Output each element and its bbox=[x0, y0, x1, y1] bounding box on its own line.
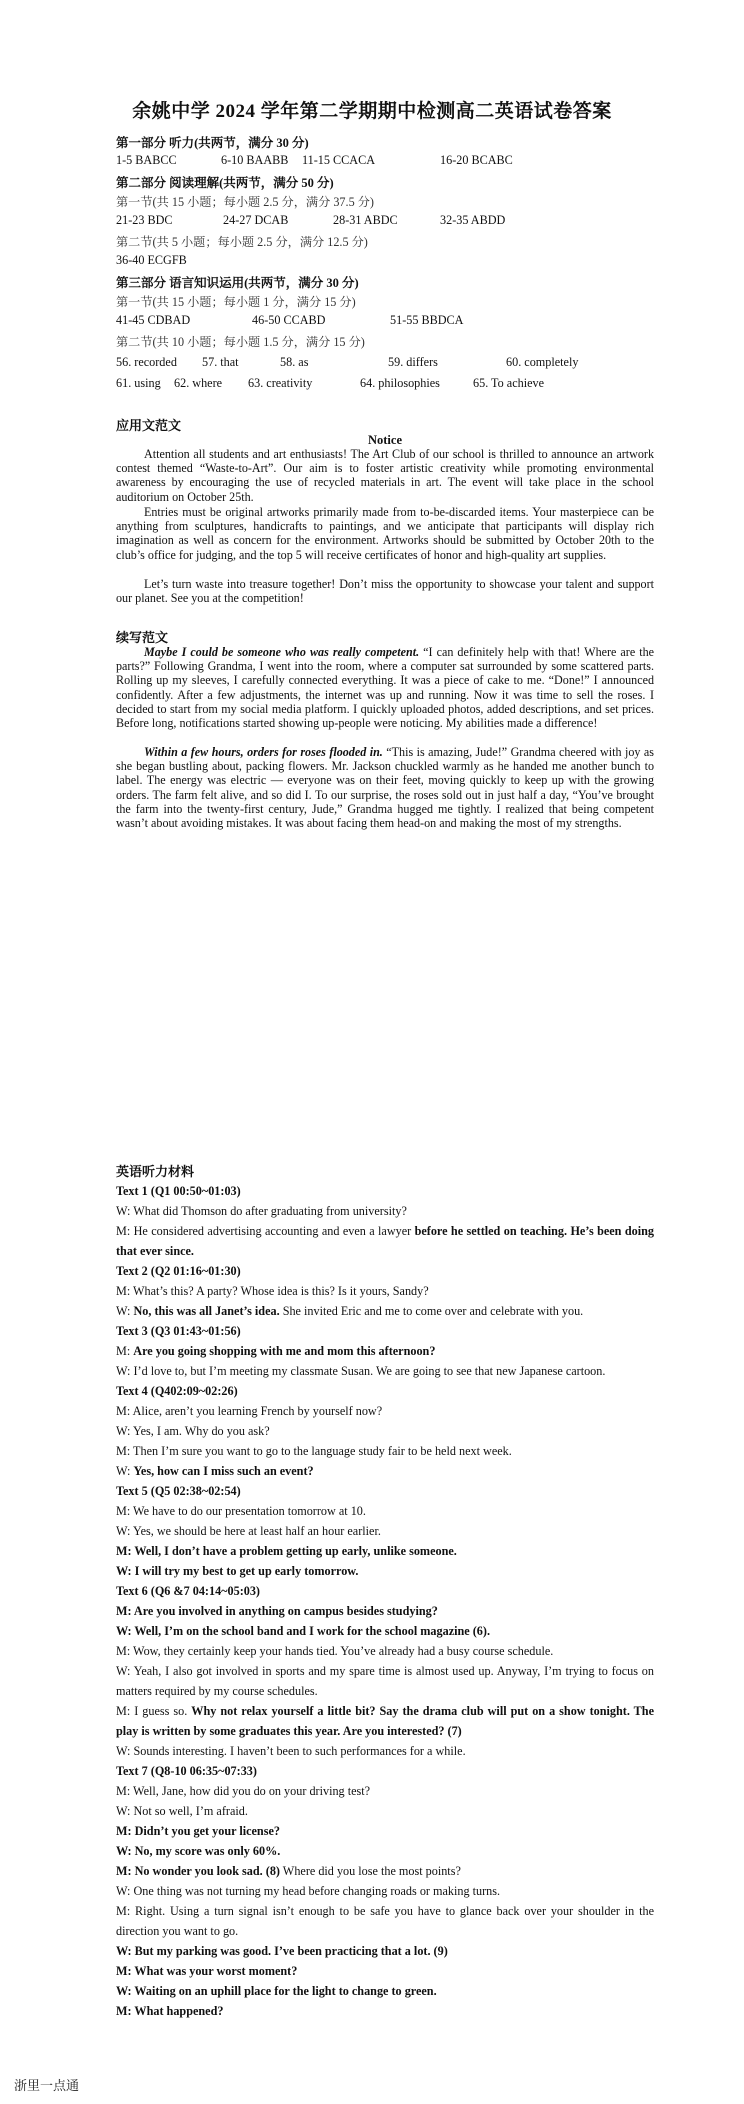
transcript-line bbox=[116, 1461, 654, 1481]
line-text: M: Well, I don’t have a problem getting up early, unlike someone. bbox=[116, 1544, 457, 1558]
line-text: M: Well, Jane, how did you do on your driving test? bbox=[116, 1784, 371, 1798]
line-text: W: But my parking was good. I’ve been practicing that a lot. (9) bbox=[116, 1944, 448, 1958]
line-bold-text: Are you going shopping with me and mom this afternoon? bbox=[133, 1344, 436, 1358]
notice-paragraph: Let’s turn waste into treasure together! Don’t miss the opportunity to showcase your talent and support our planet. See you at the competition! bbox=[116, 577, 654, 606]
footer-watermark: 浙里一点通 bbox=[14, 2079, 80, 2094]
transcript-line bbox=[116, 1541, 654, 1561]
transcript-line bbox=[116, 1861, 654, 1881]
fill-answer: 59. differs bbox=[388, 355, 438, 369]
part2-section1: 第一节(共 15 小题；每小题 2.5 分，满分 37.5 分) bbox=[116, 195, 374, 209]
transcript-line bbox=[116, 1981, 654, 2001]
part1-answer: 16-20 BCABC bbox=[440, 153, 513, 167]
fill-answer: 63. creativity bbox=[248, 376, 313, 390]
transcript-line bbox=[116, 1901, 654, 1941]
transcript-line bbox=[116, 1321, 654, 1341]
part2-heading: 第二部分 阅读理解(共两节，满分 50 分) bbox=[116, 176, 334, 190]
fill-answer: 64. philosophies bbox=[360, 376, 440, 390]
transcript-line bbox=[116, 1941, 654, 1961]
fill-answer: 65. To achieve bbox=[473, 376, 545, 390]
writing-heading: 应用文范文 bbox=[116, 418, 182, 433]
line-text: W: Yeah, I also got involved in sports and my spare time is almost used up. Anyway, I’m trying to focus on matters required by my course schedules. bbox=[116, 1664, 654, 1698]
line-text: M: He considered advertising accounting and even a lawyer bbox=[116, 1224, 415, 1238]
line-text: M: Right. Using a turn signal isn’t enough to be safe you have to glance back over your shoulder in the direction you want to go. bbox=[116, 1904, 654, 1938]
transcript-line bbox=[116, 1281, 654, 1301]
fill-answer: 60. completely bbox=[506, 355, 579, 369]
part3-answer: 51-55 BBDCA bbox=[390, 313, 464, 327]
part3-heading: 第三部分 语言知识运用(共两节，满分 30 分) bbox=[116, 276, 359, 290]
line-bold-text: M: No wonder you look sad. (8) bbox=[116, 1864, 280, 1878]
line-text: M: What happened? bbox=[116, 2004, 224, 2018]
line-text: W: Sounds interesting. I haven’t been to such performances for a while. bbox=[116, 1744, 466, 1758]
fill-answer: 58. as bbox=[280, 355, 309, 369]
transcript-line bbox=[116, 1781, 654, 1801]
transcript-line bbox=[116, 1261, 654, 1281]
part2-answer: 21-23 BDC bbox=[116, 213, 173, 227]
part3-answer: 46-50 CCABD bbox=[252, 313, 326, 327]
paragraph-lead: Within a few hours, orders for roses flooded in. bbox=[144, 745, 383, 759]
transcript-line bbox=[116, 1181, 654, 1201]
part2-answer: 24-27 DCAB bbox=[223, 213, 289, 227]
line-text: W: Yes, I am. Why do you ask? bbox=[116, 1424, 270, 1438]
continuation-paragraph bbox=[116, 745, 654, 830]
transcript-line bbox=[116, 1441, 654, 1461]
part1-answer: 1-5 BABCC bbox=[116, 153, 177, 167]
transcript-line bbox=[116, 1201, 654, 1221]
line-text: Text 5 (Q5 02:38~02:54) bbox=[116, 1484, 241, 1498]
line-text: W: What did Thomson do after graduating from university? bbox=[116, 1204, 407, 1218]
line-text: M: What’s this? A party? Whose idea is this? Is it yours, Sandy? bbox=[116, 1284, 429, 1298]
line-text: Text 6 (Q6 &7 04:14~05:03) bbox=[116, 1584, 260, 1598]
line-text: W: bbox=[116, 1464, 134, 1478]
transcript-line bbox=[116, 1361, 654, 1381]
transcript-line bbox=[116, 1421, 654, 1441]
line-text: W: I will try my best to get up early tomorrow. bbox=[116, 1564, 359, 1578]
line-text: M: I guess so. bbox=[116, 1704, 192, 1718]
transcript-line bbox=[116, 1821, 654, 1841]
line-text: Text 4 (Q402:09~02:26) bbox=[116, 1384, 238, 1398]
transcript-line bbox=[116, 1701, 654, 1741]
line-bold-text: No, this was all Janet’s idea. bbox=[133, 1304, 280, 1318]
paragraph-body: “I can definitely help with that! Where are the parts?” Following Grandma, I went into the room, where a computer sat surrounded by some scattered parts. Rolling up my sleeves, I carefully connected everything. It was a piece of cake to me. “Done!” I announced confidently. After a few adjustments, the internet was up and running. Now it was time to sell the roses. I decided to start from my social media platform. I quickly uploaded photos, added descriptions, and set prices. Before long, notifications started showing up-people were noticing. My abilities made a difference! bbox=[116, 645, 654, 731]
part1-heading: 第一部分 听力(共两节，满分 30 分) bbox=[116, 136, 309, 150]
transcript-line bbox=[116, 1601, 654, 1621]
fill-answer: 57. that bbox=[202, 355, 239, 369]
line-text: Text 7 (Q8-10 06:35~07:33) bbox=[116, 1764, 257, 1778]
transcript-line bbox=[116, 1741, 654, 1761]
listening-transcript bbox=[116, 1181, 654, 2021]
paragraph-lead: Maybe I could be someone who was really competent. bbox=[144, 645, 420, 659]
line-bold-text: Why not relax yourself a little bit? Say the drama club will put on a show tonight. The play is written by some graduates this year. Are you interested? (7) bbox=[116, 1704, 654, 1738]
transcript-line bbox=[116, 1341, 654, 1361]
line-text: She invited Eric and me to come over and celebrate with you. bbox=[279, 1304, 584, 1318]
notice-title: Notice bbox=[367, 433, 402, 447]
part2-section2: 第二节(共 5 小题；每小题 2.5 分，满分 12.5 分) bbox=[116, 235, 368, 249]
line-text: M: Didn’t you get your license? bbox=[116, 1824, 280, 1838]
line-text: W: Yes, we should be here at least half an hour earlier. bbox=[116, 1524, 381, 1538]
part1-answer: 11-15 CCACA bbox=[302, 153, 376, 167]
transcript-line bbox=[116, 1521, 654, 1541]
line-text: Where did you lose the most points? bbox=[279, 1864, 461, 1878]
line-text: Text 2 (Q2 01:16~01:30) bbox=[116, 1264, 241, 1278]
transcript-line bbox=[116, 1801, 654, 1821]
part2-answer: 32-35 ABDD bbox=[440, 213, 506, 227]
line-text: M: Are you involved in anything on campus besides studying? bbox=[116, 1604, 438, 1618]
part1-answer: 6-10 BAABB bbox=[221, 153, 289, 167]
notice-paragraph: Entries must be original artworks primarily made from to-be-discarded items. Your masterpiece can be anything from sculptures, handicrafts to paintings, and we anticipate that participants will display rich imagination as well as concern for the environment. Artworks should be submitted by October 20th to the club’s office for judging, and the top 5 will receive certificates of honor and high-quality art supplies. bbox=[116, 505, 654, 562]
continuation-heading: 续写范文 bbox=[116, 630, 169, 645]
part2-answer-36-40: 36-40 ECGFB bbox=[116, 253, 187, 267]
line-text: M: Then I’m sure you want to go to the language study fair to be held next week. bbox=[116, 1444, 512, 1458]
part3-section1: 第一节(共 15 小题；每小题 1 分，满分 15 分) bbox=[116, 295, 356, 309]
line-text: Text 3 (Q3 01:43~01:56) bbox=[116, 1324, 241, 1338]
transcript-line bbox=[116, 1401, 654, 1421]
part3-section2: 第二节(共 10 小题；每小题 1.5 分，满分 15 分) bbox=[116, 335, 365, 349]
part3-answer: 41-45 CDBAD bbox=[116, 313, 191, 327]
line-bold-text: Yes, how can I miss such an event? bbox=[133, 1464, 314, 1478]
transcript-line bbox=[116, 1301, 654, 1321]
transcript-line bbox=[116, 1381, 654, 1401]
line-text: W: Well, I’m on the school band and I work for the school magazine (6). bbox=[116, 1624, 490, 1638]
notice-paragraph: Attention all students and art enthusiasts! The Art Club of our school is thrilled to announce an artwork contest themed “Waste-to-Art”. Our aim is to foster artistic creativity while promoting environmental awareness by encouraging the use of recycled materials in art. The event will take place in the school auditorium on October 25th. bbox=[116, 447, 654, 504]
line-text: M: Wow, they certainly keep your hands tied. You’ve already had a busy course schedule. bbox=[116, 1644, 554, 1658]
line-bold-text: before he settled on teaching. He’s been doing that ever since. bbox=[116, 1224, 654, 1258]
paragraph-body: “This is amazing, Jude!” Grandma cheered with joy as she began bustling about, packing flowers. Mr. Jackson chuckled warmly as he handed me another bunch to label. The energy was electric — everyone was on their feet, moving quickly to keep up with the growing orders. The farm felt alive, and so did I. To our surprise, the roses sold out in just half a day, “You’ve brought the farm into the twenty-first century, Jude,” Grandma hugged me tightly. I realized that being competent wasn’t about avoiding mistakes. It was about facing them head-on and making the most of my strengths. bbox=[116, 745, 654, 831]
line-text: W: I’d love to, but I’m meeting my classmate Susan. We are going to see that new Japanese cartoon. bbox=[116, 1364, 606, 1378]
line-text: M: bbox=[116, 1344, 134, 1358]
transcript-line bbox=[116, 1501, 654, 1521]
line-text: W: One thing was not turning my head before changing roads or making turns. bbox=[116, 1884, 501, 1898]
transcript-line bbox=[116, 2001, 654, 2021]
transcript-line bbox=[116, 1581, 654, 1601]
line-text: Text 1 (Q1 00:50~01:03) bbox=[116, 1184, 241, 1198]
transcript-line bbox=[116, 1961, 654, 1981]
line-text: W: No, my score was only 60%. bbox=[116, 1844, 281, 1858]
line-text: M: Alice, aren’t you learning French by yourself now? bbox=[116, 1404, 383, 1418]
listening-heading: 英语听力材料 bbox=[116, 1164, 195, 1179]
line-text: W: bbox=[116, 1304, 134, 1318]
transcript-line bbox=[116, 1641, 654, 1661]
line-text: W: Not so well, I’m afraid. bbox=[116, 1804, 248, 1818]
page-title: 余姚中学 2024 学年第二学期期中检测高二英语试卷答案 bbox=[132, 101, 612, 122]
transcript-line bbox=[116, 1761, 654, 1781]
transcript-line bbox=[116, 1221, 654, 1261]
fill-answer: 62. where bbox=[174, 376, 223, 390]
transcript-line bbox=[116, 1621, 654, 1641]
transcript-line bbox=[116, 1841, 654, 1861]
continuation-paragraph bbox=[116, 645, 654, 730]
transcript-line bbox=[116, 1661, 654, 1701]
line-text: M: What was your worst moment? bbox=[116, 1964, 298, 1978]
fill-answer: 56. recorded bbox=[116, 355, 177, 369]
fill-answer: 61. using bbox=[116, 376, 161, 390]
transcript-line bbox=[116, 1481, 654, 1501]
line-text: W: Waiting on an uphill place for the light to change to green. bbox=[116, 1984, 437, 1998]
part2-answer: 28-31 ABDC bbox=[333, 213, 398, 227]
transcript-line bbox=[116, 1561, 654, 1581]
transcript-line bbox=[116, 1881, 654, 1901]
line-text: M: We have to do our presentation tomorrow at 10. bbox=[116, 1504, 366, 1518]
